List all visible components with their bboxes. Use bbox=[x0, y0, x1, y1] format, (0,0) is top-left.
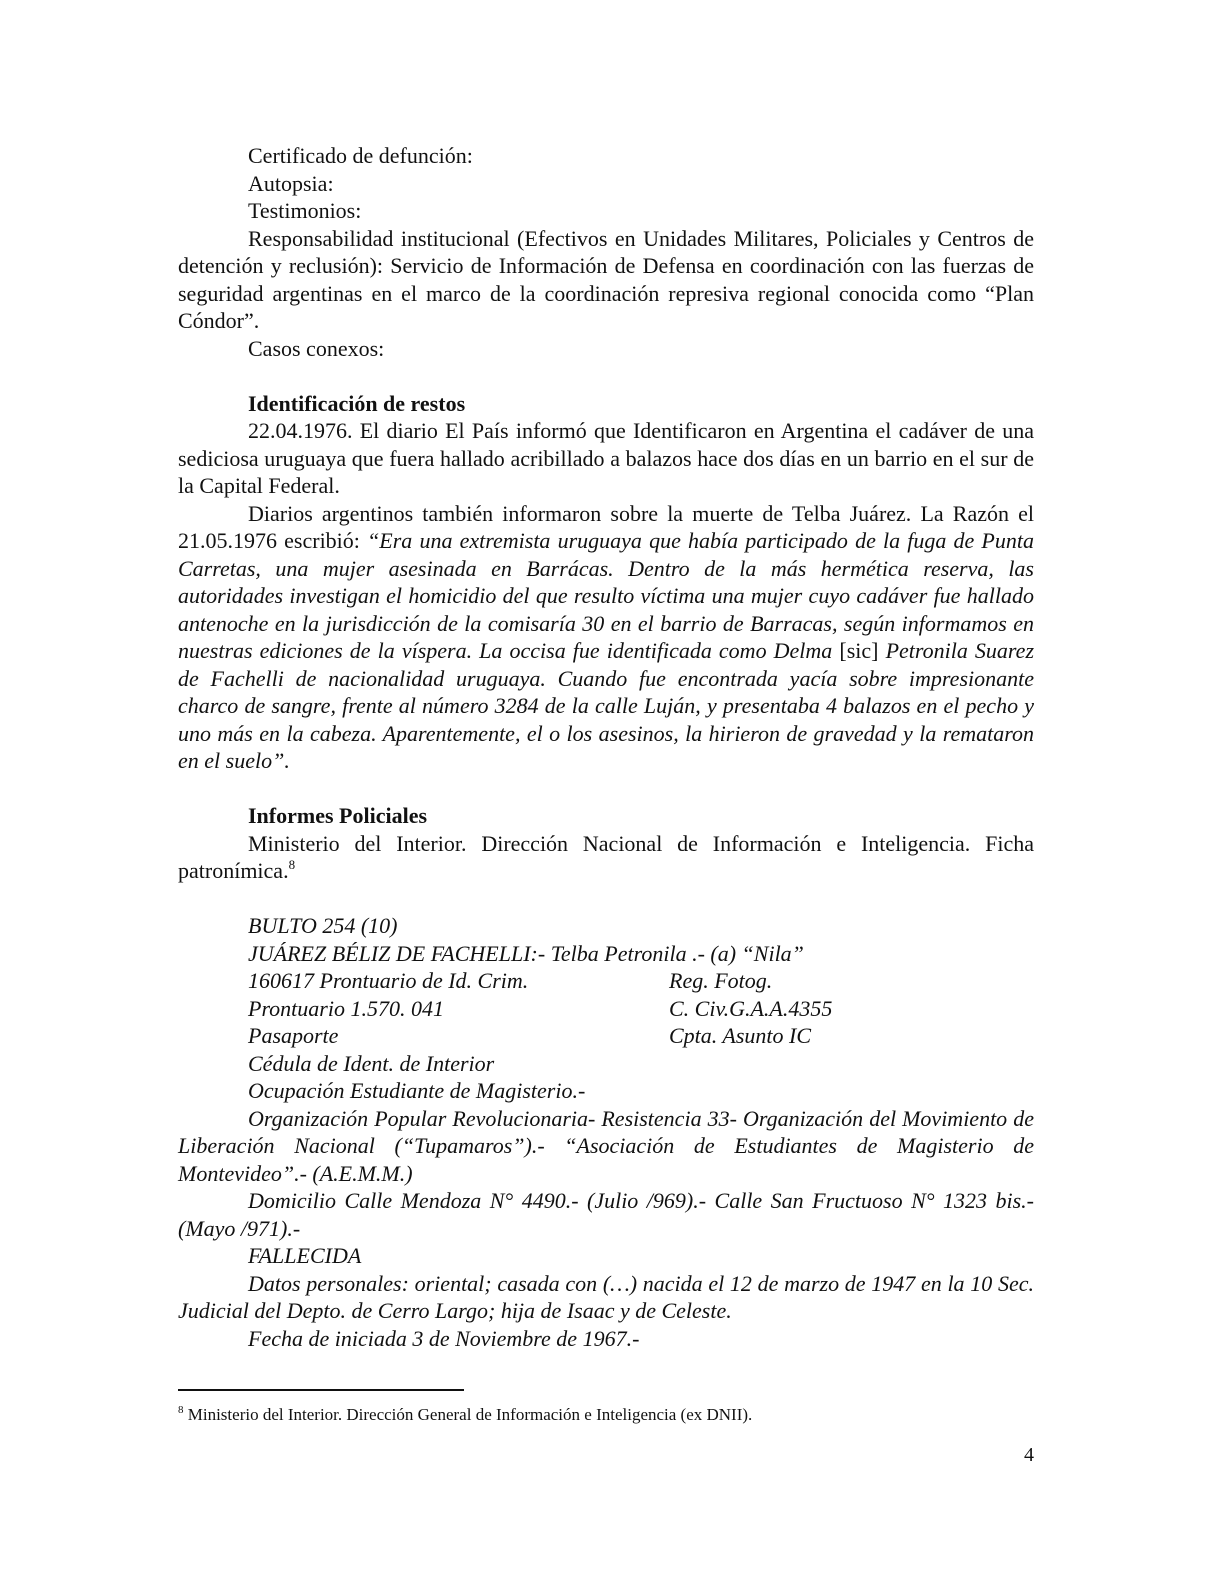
footnote-divider bbox=[178, 1389, 464, 1391]
ficha-row bbox=[178, 995, 1034, 1023]
ficha-row-right: Cpta. Asunto IC bbox=[669, 1023, 812, 1048]
ficha-fallecida: FALLECIDA bbox=[248, 1243, 362, 1268]
spacer bbox=[178, 885, 1034, 913]
ficha-cedula: Cédula de Ident. de Interior bbox=[248, 1050, 495, 1076]
ficha-datos-personales: Datos personales: oriental; casada con (…) nacida el 12 de marzo de 1947 en la 10 Sec. Judicial del Depto. de Cerro Largo; hija de Isaac y de Celeste. bbox=[178, 1270, 1034, 1323]
field-certificado: Certificado de defunción: bbox=[248, 143, 473, 168]
press-quote-part-a: “Era una extremista uruguaya que había participado de la fuga de Punta Carretas, una mujer asesinada en Barrácas. Dentro de la más hermética reserva, las autoridades investigan el homicidio del que resulto víctima una mujer cuyo cadáver fue hallado antenoche en la jurisdicción de la comisaría 30 en el barrio de Barracas, según informamos en nuestras ediciones de la víspera. La occisa fue identificada como Delma bbox=[178, 528, 1034, 663]
spacer bbox=[178, 362, 1034, 390]
footnote-number: 8 bbox=[178, 1404, 184, 1416]
informes-paragraph-1 bbox=[178, 830, 1034, 885]
paragraph-intro: Diarios argentinos también informaron sobre la muerte de Telba Juárez. La Razón el 21.05.1976 escribió: bbox=[178, 500, 1034, 553]
footnote-reference[interactable]: 8 bbox=[288, 857, 296, 872]
identificacion-paragraph-2 bbox=[178, 500, 1034, 775]
ficha-fecha: Fecha de iniciada 3 de Noviembre de 1967.- bbox=[248, 1325, 640, 1351]
ficha-row-right: C. Civ.G.A.A.4355 bbox=[669, 995, 833, 1021]
ficha-nombre: JUÁREZ BÉLIZ DE FACHELLI:- Telba Petronila .- (a) “Nila” bbox=[248, 940, 804, 966]
section-heading-informes: Informes Policiales bbox=[248, 803, 428, 828]
informes-text: Ministerio del Interior. Dirección Nacional de Información e Inteligencia. Ficha patronímica. bbox=[178, 830, 1034, 883]
field-responsabilidad: Responsabilidad institucional (Efectivos en Unidades Militares, Policiales y Centros de detención y reclusión): Servicio de Información de Defensa en coordinación con las fuerzas de seguridad argentinas en el marco de la coordinación represiva regional conocida como “Plan Cóndor”. bbox=[178, 225, 1034, 333]
sic-note: [sic] bbox=[839, 638, 879, 663]
ficha-row-left: Prontuario 1.570. 041 bbox=[248, 995, 444, 1021]
ficha-row-right: Reg. Fotog. bbox=[669, 968, 773, 993]
ficha-ocupacion: Ocupación Estudiante de Magisterio.- bbox=[248, 1078, 586, 1103]
footnote-text: Ministerio del Interior. Dirección General de Información e Inteligencia (ex DNII). bbox=[183, 1405, 753, 1424]
field-casos-conexos: Casos conexos: bbox=[248, 335, 385, 361]
ficha-organizacion: Organización Popular Revolucionaria- Resistencia 33- Organización del Movimiento de Liberación Nacional (“Tupamaros”).- “Asociación de Estudiantes de Magisterio de Montevideo”.- (A.E.M.M.) bbox=[178, 1105, 1034, 1186]
press-quote-part-b: Petronila Suarez de Fachelli de nacionalidad uruguaya. Cuando fue encontrada yacía sobre impresionante charco de sangre, frente al número 3284 de la calle Luján, y presentaba 4 balazos en el pecho y uno más en la cabeza. Aparentemente, el o los asesinos, la hirieron de gravedad y la remataron en el suelo”. bbox=[178, 638, 1035, 773]
page-number: 4 bbox=[1024, 1444, 1034, 1466]
field-testimonios: Testimonios: bbox=[248, 198, 362, 223]
ficha-domicilio: Domicilio Calle Mendoza N° 4490.- (Julio /969).- Calle San Fructuoso N° 1323 bis.- (Mayo /971).- bbox=[178, 1188, 1034, 1241]
ficha-row bbox=[178, 1022, 1034, 1050]
ficha-row-left: 160617 Prontuario de Id. Crim. bbox=[248, 968, 529, 993]
ficha-row bbox=[178, 967, 1034, 995]
section-heading-identificacion: Identificación de restos bbox=[248, 390, 466, 416]
spacer bbox=[178, 775, 1034, 803]
footnote bbox=[178, 1404, 1034, 1426]
identificacion-paragraph-1: 22.04.1976. El diario El País informó que Identificaron en Argentina el cadáver de una sediciosa uruguaya que fuera hallado acribillado a balazos hace dos días en un barrio en el sur de la Capital Federal. bbox=[178, 418, 1034, 498]
ficha-row-left: Pasaporte bbox=[248, 1023, 339, 1048]
document-body bbox=[178, 142, 1034, 1352]
field-autopsia: Autopsia: bbox=[248, 170, 334, 196]
ficha-bulto: BULTO 254 (10) bbox=[248, 913, 398, 938]
